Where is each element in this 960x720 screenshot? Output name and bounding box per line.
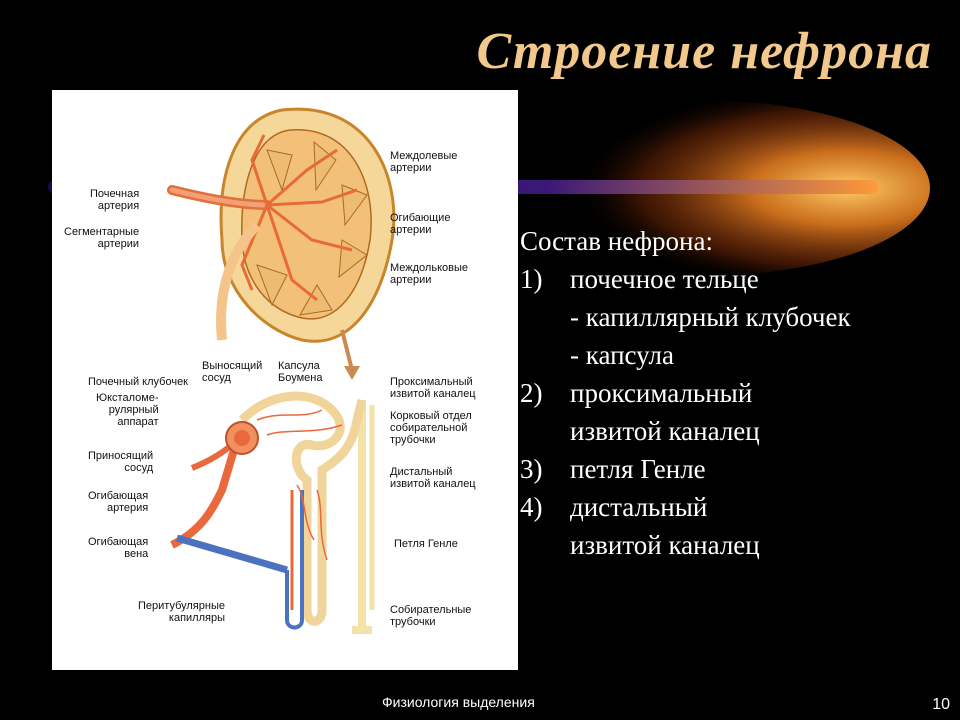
slide-title: Строение нефрона bbox=[476, 23, 932, 80]
page-number: 10 bbox=[932, 696, 950, 713]
label-interlobular-arteries: Междольковые артерии bbox=[390, 262, 469, 286]
label-arcuate-arteries: Огибающие артерии bbox=[390, 212, 451, 236]
nephron-composition bbox=[520, 222, 851, 564]
label-proximal-tubule: Проксимальный извитой каналец bbox=[390, 376, 476, 400]
list-item bbox=[520, 526, 760, 564]
list-item bbox=[520, 260, 759, 298]
label-peritubular-capillaries: Перитубулярные капилляры bbox=[138, 600, 225, 624]
list-item-text: извитой каналец bbox=[570, 530, 760, 560]
list-item bbox=[520, 450, 713, 488]
list-item bbox=[520, 336, 713, 374]
list-item bbox=[520, 298, 851, 336]
kidney-diagram bbox=[172, 109, 394, 380]
label-distal-tubule: Дистальный извитой каналец bbox=[390, 466, 476, 490]
label-cortical-collecting: Корковый отдел собирательной трубочки bbox=[390, 410, 472, 446]
label-arcuate-vein: Огибающая вена bbox=[88, 536, 149, 560]
label-collecting-ducts: Собирательные трубочки bbox=[390, 604, 472, 628]
label-interlobar-arteries: Междолевые артерии bbox=[390, 150, 458, 174]
list-item-number: 1) bbox=[520, 264, 543, 294]
footer-title: Физиология выделения bbox=[382, 694, 535, 710]
label-efferent-vessel: Выносящий сосуд bbox=[202, 360, 263, 384]
list-item-text: - капиллярный клубочек bbox=[570, 302, 851, 332]
nephron-figure bbox=[52, 90, 518, 670]
label-bowman-capsule: Капсула Боумена bbox=[278, 360, 323, 384]
list-item-number: 2) bbox=[520, 378, 543, 408]
label-afferent-vessel: Приносящий сосуд bbox=[88, 450, 154, 474]
list-item-text: - капсула bbox=[570, 340, 674, 370]
list-item-text: почечное тельце bbox=[570, 264, 759, 294]
list-item-text: извитой каналец bbox=[570, 416, 760, 446]
list-item-text: проксимальный bbox=[570, 378, 753, 408]
list-item-number: 4) bbox=[520, 492, 543, 522]
nephron-diagram bbox=[172, 396, 372, 630]
composition-heading: Состав нефрона: bbox=[520, 226, 713, 256]
label-arcuate-artery: Огибающая артерия bbox=[88, 490, 149, 514]
label-segmental-arteries: Сегментарные артерии bbox=[64, 226, 140, 250]
list-item bbox=[520, 412, 760, 450]
label-juxtaglomerular-apparatus: Юксталоме- рулярный аппарат bbox=[96, 392, 159, 428]
list-item-text: петля Генле bbox=[570, 454, 706, 484]
list-item-text: дистальный bbox=[570, 492, 708, 522]
list-item bbox=[520, 374, 753, 412]
label-loop-of-henle: Петля Генле bbox=[394, 538, 458, 550]
label-glomerulus: Почечный клубочек bbox=[88, 376, 188, 388]
list-item-number: 3) bbox=[520, 454, 543, 484]
list-item bbox=[520, 488, 713, 526]
label-renal-artery: Почечная артерия bbox=[90, 188, 140, 212]
